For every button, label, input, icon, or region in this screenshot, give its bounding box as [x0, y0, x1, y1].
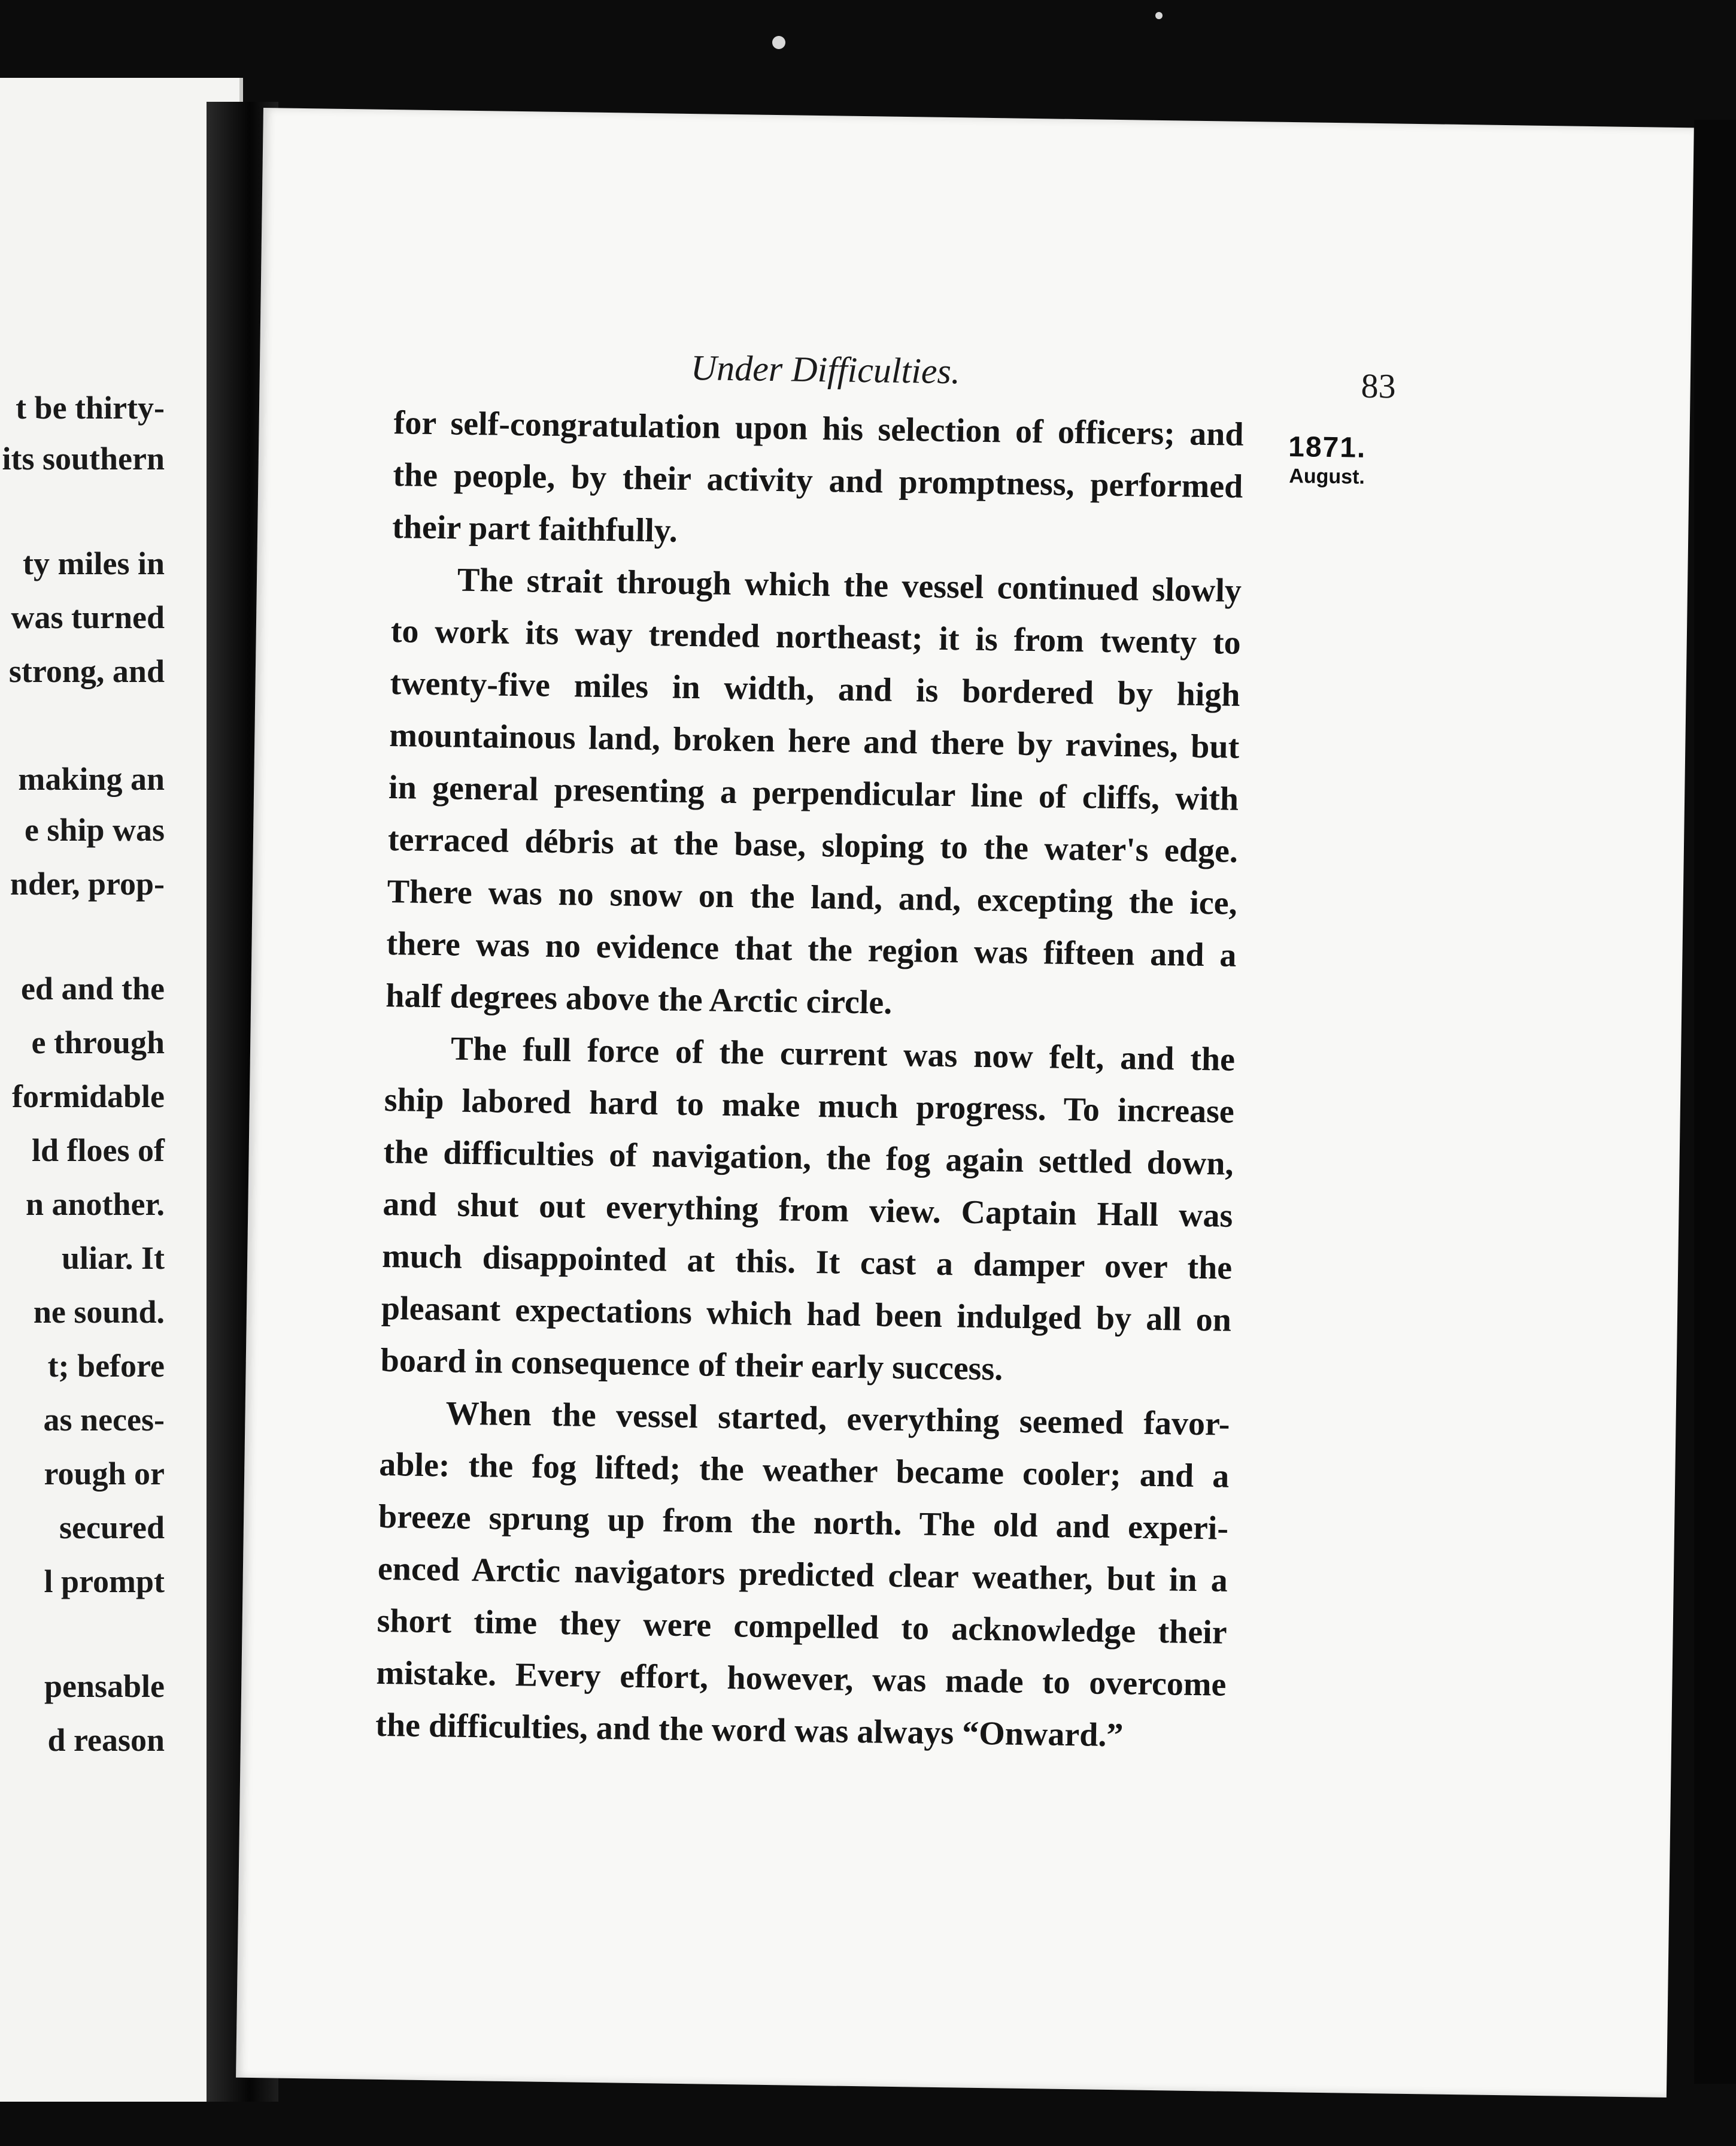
- dust-speck: [1155, 12, 1163, 19]
- text-line: mistake. Every effort, however, was made to overcome: [376, 1654, 1227, 1704]
- facing-page-line: making an: [18, 761, 165, 797]
- facing-page-line: its southern: [2, 441, 165, 477]
- text-line: board in consequence of their early success.: [380, 1341, 1003, 1388]
- facing-page-line: ed and the: [20, 971, 165, 1007]
- facing-page-line: e ship was: [24, 812, 165, 848]
- text-line: short time they were compelled to acknowledge their: [377, 1602, 1228, 1651]
- text-line: to work its way trended northeast; it is from twenty to: [390, 613, 1242, 662]
- text-line: able: the fog lifted; the weather became cooler; and a: [378, 1445, 1230, 1495]
- text-line: When the vessel started, everything seemed favor-: [445, 1395, 1230, 1443]
- text-line: The full force of the current was now felt, and the: [450, 1030, 1236, 1078]
- facing-page-line: n another.: [25, 1186, 165, 1222]
- text-line: half degrees above the Arctic circle.: [385, 977, 893, 1022]
- facing-page-line: t; before: [47, 1348, 165, 1384]
- text-line: the difficulties of navigation, the fog again settled down,: [383, 1133, 1234, 1183]
- paragraph: [386, 553, 1242, 1034]
- text-line: the difficulties, and the word was always “Onward.”: [375, 1706, 1124, 1754]
- facing-page-line: secured: [59, 1510, 165, 1545]
- facing-page-line: d reason: [47, 1722, 165, 1758]
- book-page-83: [236, 108, 1694, 2097]
- facing-page-line: e through: [31, 1024, 165, 1060]
- facing-page-line: t be thirty-: [16, 390, 165, 426]
- margin-month: August.: [1289, 464, 1365, 489]
- text-line: There was no snow on the land, and, excepting the ice,: [387, 873, 1238, 922]
- facing-page-line: formidable: [12, 1078, 165, 1114]
- text-line: and shut out everything from view. Captain Hall was: [383, 1185, 1233, 1235]
- page-number: 83: [1361, 366, 1397, 406]
- paragraph: [380, 1022, 1235, 1399]
- text-line: enced Arctic navigators predicted clear weather, but in a: [377, 1550, 1228, 1599]
- facing-page-line: strong, and: [8, 653, 165, 689]
- text-line: there was no evidence that the region was fifteen and a: [386, 925, 1237, 974]
- text-line: pleasant expectations which had been indulged by all on: [381, 1289, 1232, 1339]
- text-line: twenty-five miles in width, and is bordered by high: [390, 665, 1240, 714]
- text-line: ship labored hard to make much progress. To increase: [384, 1081, 1235, 1130]
- facing-page-line: pensable: [44, 1668, 165, 1704]
- facing-page-line: ne sound.: [33, 1294, 165, 1330]
- facing-page-line: nder, prop-: [10, 866, 165, 902]
- text-line: for self-congratulation upon his selection of officers; and: [393, 404, 1244, 453]
- text-line: the people, by their activity and promptness, performed: [393, 456, 1243, 505]
- facing-page-line: rough or: [44, 1456, 165, 1492]
- text-line: much disappointed at this. It cast a damper over the: [381, 1237, 1233, 1287]
- text-line: The strait through which the vessel continued slowly: [457, 561, 1242, 610]
- dust-speck: [772, 36, 785, 49]
- text-line: terraced débris at the base, sloping to the water's edge.: [387, 821, 1239, 870]
- margin-date-note: [1288, 431, 1366, 489]
- paragraph: [375, 1387, 1230, 1763]
- facing-page-line: was turned: [11, 599, 165, 635]
- facing-page-line: ld floes of: [32, 1132, 165, 1168]
- scan-border-right: [1694, 120, 1736, 2084]
- facing-page-line: l prompt: [44, 1563, 165, 1599]
- text-line: their part faithfully.: [391, 508, 678, 550]
- text-line: mountainous land, broken here and there by ravines, but: [389, 717, 1240, 766]
- text-line: in general presenting a perpendicular line of cliffs, with: [388, 769, 1239, 818]
- text-line: breeze sprung up from the north. The old and experi-: [378, 1498, 1229, 1547]
- facing-page-line: ty miles in: [23, 545, 165, 581]
- paragraph: [392, 397, 1245, 565]
- facing-page-line: uliar. It: [61, 1240, 165, 1276]
- running-head: Under Difficulties.: [690, 348, 961, 392]
- body-text: [375, 397, 1244, 1763]
- facing-page-line: as neces-: [43, 1402, 165, 1438]
- margin-year: 1871.: [1288, 431, 1367, 464]
